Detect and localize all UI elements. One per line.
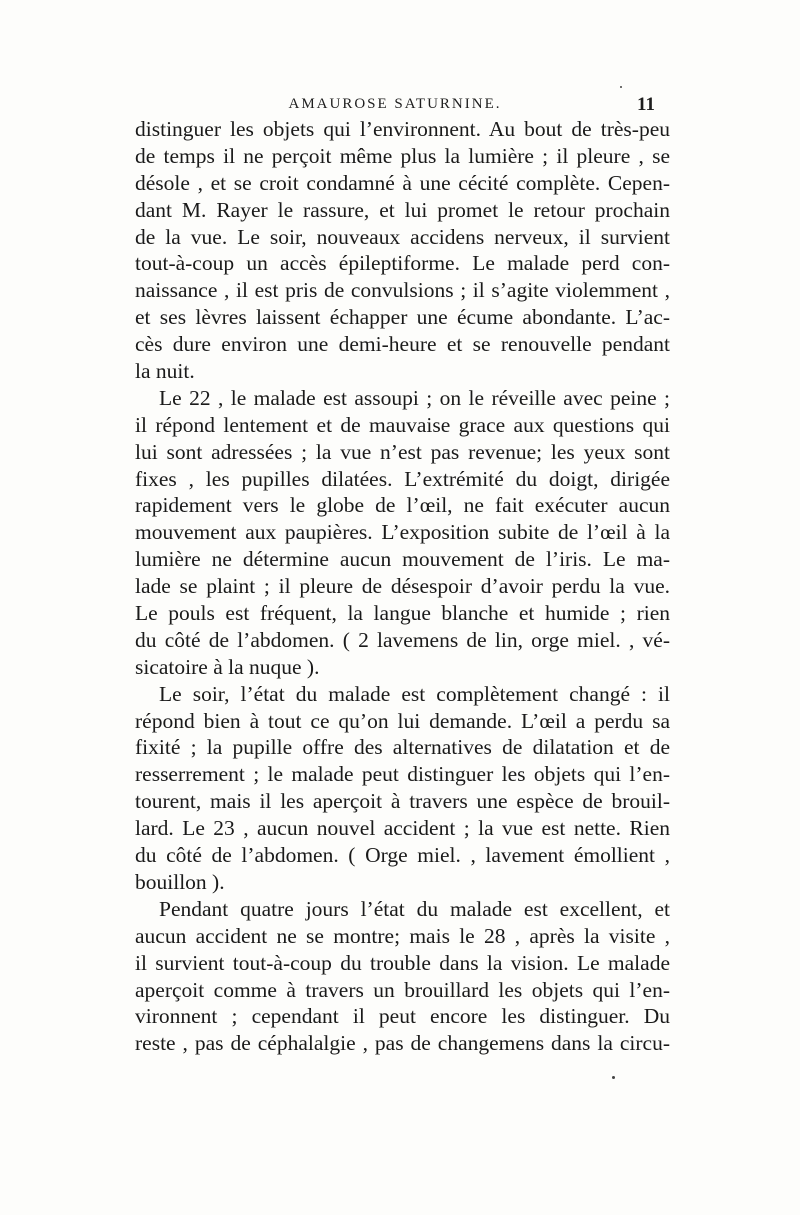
text-line: du côté de l’abdomen. ( Orge miel. , lavement émollient , [135, 843, 670, 868]
text-line: lard. Le 23 , aucun nouvel accident ; la vue est nette. Rien [135, 816, 670, 841]
text-line: rapidement vers le globe de l’œil, ne fait exécuter aucun [135, 493, 670, 518]
text-line: resserrement ; le malade peut distinguer les objets qui l’en- [135, 762, 670, 787]
print-speck [620, 86, 622, 88]
text-line: répond bien à tout ce qu’on lui demande. L’œil a perdu sa [135, 708, 670, 733]
text-line: et ses lèvres laissent échapper une écume abondante. L’ac- [135, 305, 670, 330]
text-line: désole , et se croit condamné à une cécité complète. Cepen- [135, 170, 670, 195]
text-line: Pendant quatre jours l’état du malade est excellent, et [159, 896, 670, 921]
text-line: de la vue. Le soir, nouveaux accidens nerveux, il survient [135, 224, 670, 249]
print-speck [612, 1076, 615, 1079]
text-line: distinguer les objets qui l’environnent. Au bout de très-peu [135, 117, 670, 141]
text-line: tourent, mais il les aperçoit à travers une espèce de brouil- [135, 789, 670, 814]
text-line: naissance , il est pris de convulsions ; il s’agite violemment , [135, 278, 670, 303]
text-line: lade se plaint ; il pleure de désespoir d’avoir perdu la vue. [135, 574, 670, 599]
text-line: mouvement aux paupières. L’exposition subite de l’œil à la [135, 520, 670, 545]
text-line: aperçoit comme à travers un brouillard les objets qui l’en- [135, 977, 670, 1002]
text-line: cès dure environ une demi-heure et se renouvelle pendant [135, 332, 670, 357]
text-line: fixité ; la pupille offre des alternatives de dilatation et de [135, 735, 670, 760]
text-line: bouillon ). [135, 869, 225, 894]
text-line: reste , pas de céphalalgie , pas de changemens dans la circu- [135, 1031, 670, 1056]
text-line: du côté de l’abdomen. ( 2 lavemens de lin, orge miel. , vé- [135, 627, 670, 652]
text-line: de temps il ne perçoit même plus la lumière ; il pleure , se [135, 143, 670, 168]
body-text [135, 116, 670, 1057]
page-number: 11 [637, 94, 655, 115]
text-line: Le pouls est fréquent, la langue blanche et humide ; rien [135, 601, 670, 626]
running-title: AMAUROSE SATURNINE. [288, 96, 502, 112]
text-line: lui sont adressées ; la vue n’est pas revenue; les yeux sont [135, 439, 670, 464]
text-line: vironnent ; cependant il peut encore les distinguer. Du [135, 1004, 670, 1029]
text-line: dant M. Rayer le rassure, et lui promet le retour prochain [135, 197, 670, 222]
text-line: la nuit. [135, 359, 195, 384]
text-line: lumière ne détermine aucun mouvement de l’iris. Le ma- [135, 547, 670, 572]
text-line: il répond lentement et de mauvaise grace aux questions qui [135, 412, 670, 437]
text-line: fixes , les pupilles dilatées. L’extrémité du doigt, dirigée [135, 466, 670, 491]
text-line: Le soir, l’état du malade est complètement changé : il [159, 681, 670, 706]
text-line: Le 22 , le malade est assoupi ; on le réveille avec peine ; [159, 385, 670, 410]
text-line: tout-à-coup un accès épileptiforme. Le malade perd con- [135, 251, 670, 276]
text-line: sicatoire à la nuque ). [135, 654, 320, 679]
text-line: il survient tout-à-coup du trouble dans la vision. Le malade [135, 950, 670, 975]
text-line: aucun accident ne se montre; mais le 28 , après la visite , [135, 923, 670, 948]
